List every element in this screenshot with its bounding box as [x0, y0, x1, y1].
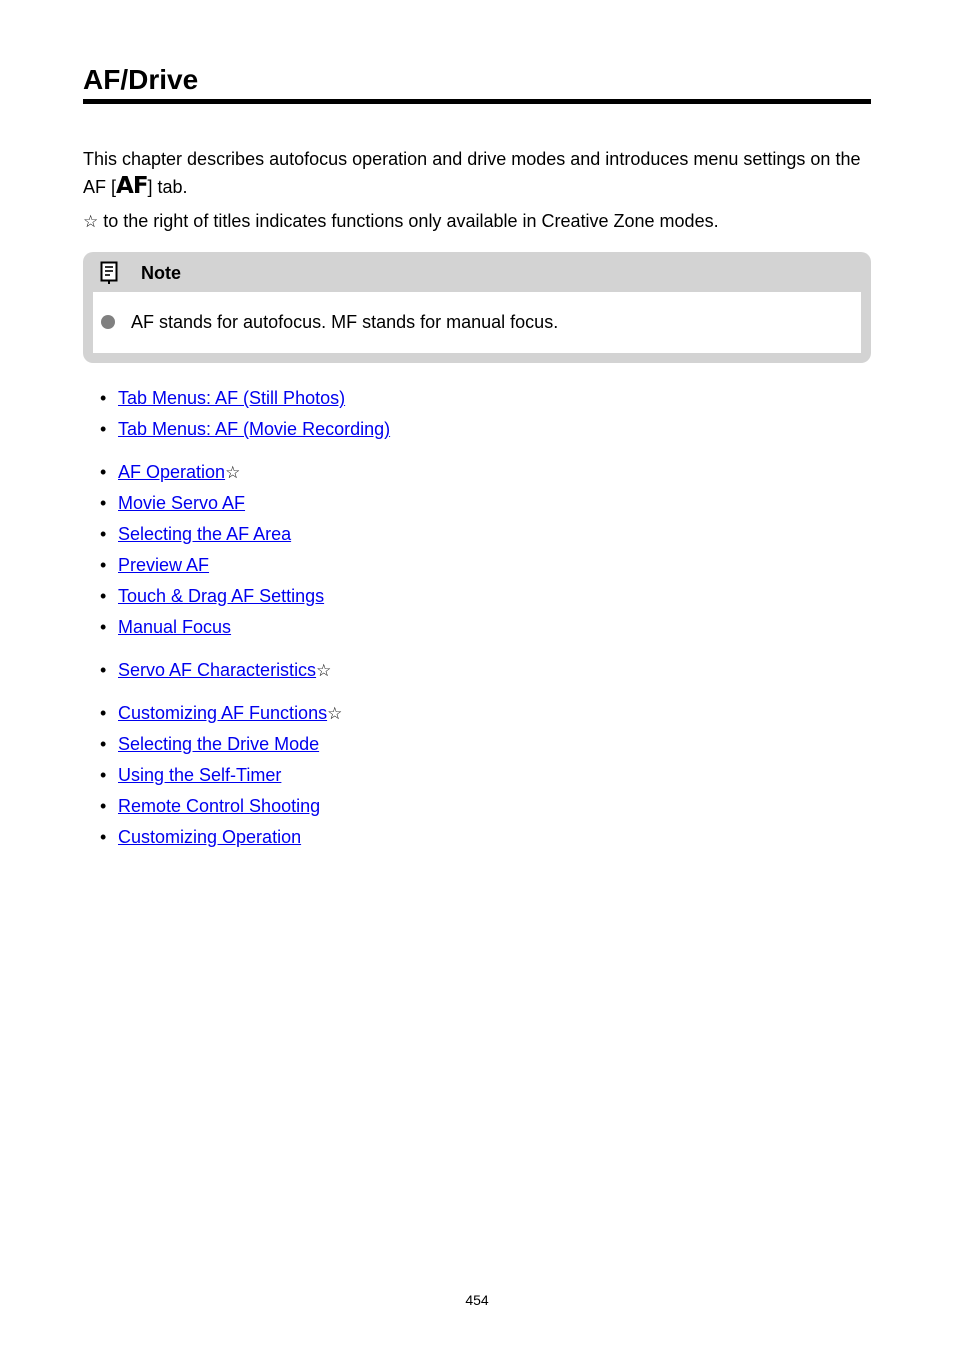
chapter-link-label: Selecting the AF Area — [118, 524, 292, 544]
bullet-icon: • — [100, 419, 107, 439]
note-item: AF stands for autofocus. MF stands for manual focus. — [131, 312, 559, 332]
bullet-icon: • — [100, 586, 107, 606]
list-item — [100, 701, 800, 732]
chapter-link[interactable] — [118, 615, 231, 639]
chapter-link-label: Movie Servo AF — [118, 493, 246, 513]
bullet-icon: • — [100, 524, 107, 544]
list-item — [100, 491, 800, 522]
chapter-link-label: Preview AF — [118, 555, 210, 575]
page-number: 454 — [465, 1292, 489, 1308]
page-title: AF/Drive — [83, 62, 871, 104]
star-icon: ☆ — [83, 212, 99, 232]
list-item — [100, 763, 800, 794]
creative-zone-text: to the right of titles indicates functions only available in Creative Zone modes. — [98, 211, 719, 231]
list-item — [100, 658, 800, 689]
link-group-tab-menus — [100, 386, 800, 448]
list-item — [100, 553, 800, 584]
note-bullet-icon — [101, 315, 115, 329]
chapter-link-label: Tab Menus: AF (Still Photos) — [118, 388, 346, 408]
chapter-link[interactable] — [118, 386, 345, 410]
chapter-link[interactable] — [118, 701, 342, 726]
star-icon: ☆ — [327, 704, 343, 724]
chapter-link-label: AF Operation — [118, 462, 226, 482]
bullet-icon: • — [100, 734, 107, 754]
note-box — [83, 252, 871, 363]
intro-text-after: ] tab. — [147, 177, 188, 197]
chapter-link-label: Selecting the Drive Mode — [118, 734, 320, 754]
chapter-link[interactable] — [118, 522, 291, 546]
list-item — [100, 794, 800, 825]
link-group-af — [100, 460, 800, 646]
memo-icon — [100, 261, 120, 285]
list-item — [100, 522, 800, 553]
bullet-icon: • — [100, 617, 107, 637]
intro-text-before: This chapter describes autofocus operation and drive modes and introduces menu settings on the AF [ — [83, 149, 861, 197]
list-item — [100, 732, 800, 763]
chapter-link-label: Using the Self-Timer — [118, 765, 282, 785]
chapter-link-label: Touch & Drag AF Settings — [118, 586, 325, 606]
af-tab-icon: AF — [116, 173, 148, 199]
chapter-link-label: Customizing AF Functions — [118, 703, 328, 723]
bullet-icon: • — [100, 765, 107, 785]
chapter-link-label: Tab Menus: AF (Movie Recording) — [118, 419, 391, 439]
note-body — [93, 292, 861, 353]
chapter-link[interactable] — [118, 763, 281, 787]
note-header — [83, 252, 871, 292]
bullet-icon: • — [100, 555, 107, 575]
bullet-icon: • — [100, 388, 107, 408]
chapter-link[interactable] — [118, 553, 209, 577]
bullet-icon: • — [100, 462, 107, 482]
list-item — [100, 460, 800, 491]
bullet-icon: • — [100, 493, 107, 513]
bullet-icon: • — [100, 660, 107, 680]
bullet-icon: • — [100, 703, 107, 723]
list-item — [100, 584, 800, 615]
note-title: Note — [141, 263, 181, 283]
chapter-link[interactable] — [118, 794, 320, 818]
chapter-link[interactable] — [118, 732, 319, 756]
chapter-link-label: Servo AF Characteristics — [118, 660, 317, 680]
star-icon: ☆ — [225, 463, 241, 483]
chapter-link-label: Customizing Operation — [118, 827, 302, 847]
intro-paragraph — [83, 146, 873, 201]
chapter-link[interactable] — [118, 825, 301, 849]
list-item — [100, 417, 800, 448]
chapter-link[interactable] — [118, 658, 331, 683]
list-item — [100, 825, 800, 856]
creative-zone-note — [83, 208, 873, 236]
link-group-drive — [100, 701, 800, 856]
bullet-icon: • — [100, 796, 107, 816]
chapter-link[interactable] — [118, 460, 240, 485]
chapter-link[interactable] — [118, 417, 390, 441]
link-group-servo — [100, 658, 800, 689]
star-icon: ☆ — [316, 661, 332, 681]
chapter-link[interactable] — [118, 584, 324, 608]
list-item — [100, 615, 800, 646]
list-item — [100, 386, 800, 417]
chapter-link-label: Remote Control Shooting — [118, 796, 321, 816]
bullet-icon: • — [100, 827, 107, 847]
chapter-link[interactable] — [118, 491, 245, 515]
chapter-link-label: Manual Focus — [118, 617, 232, 637]
